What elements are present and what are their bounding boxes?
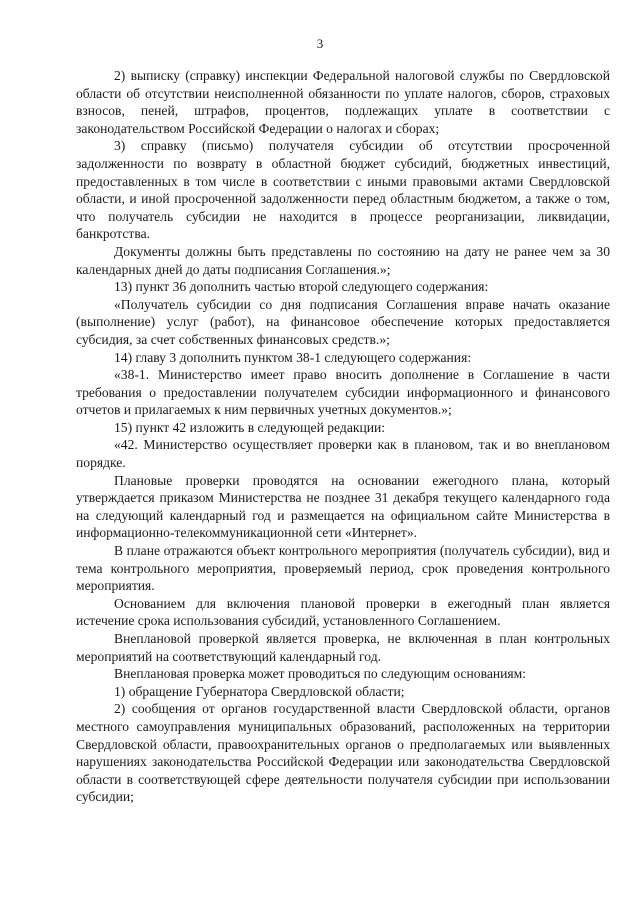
- paragraph-amendment-15: 15) пункт 42 изложить в следующей редакции:: [114, 419, 386, 435]
- paragraph-quote-recipient-rights: «Получатель субсидии со дня подписания Соглашения вправе начать оказание (выполнение) услуг (работ), на финансовое обеспечение которых предоставляется субсидия, за счет собственных финансовых средств.»;: [76, 296, 610, 347]
- paragraph-amendment-13: 13) пункт 36 дополнить частью второй следующего содержания:: [114, 279, 489, 295]
- paragraph-planned-basis: Основанием для включения плановой проверки в ежегодный план является истечение срока использования субсидий, установленного Соглашением.: [76, 595, 610, 629]
- paragraph-item-2-tax-statement: 2) выписку (справку) инспекции Федеральной налоговой службы по Свердловской области об отсутствии неисполненной обязанности по уплате налогов, сборов, страховых взносов, пеней, штрафов, процентов, подлежащих уплате в соответствии с законодательством Российской Федерации о налогах и сборах;: [76, 68, 610, 136]
- paragraph-quote-42: «42. Министерство осуществляет проверки как в плановом, так и во внеплановом порядке.: [76, 437, 610, 471]
- paragraph-ground-2: 2) сообщения от органов государственной власти Свердловской области, органов местного самоуправления муниципальных образований, расположенных на территории Свердловской области, правоохранительных органов о предполагаемых или выявленных нарушениях законодательства Российской Федерации или законодательства Свердловской области в соответствующей сфере деятельности получателя субсидии при использовании субсидии;: [76, 701, 610, 805]
- paragraph-item-3-debt-certificate: 3) справку (письмо) получателя субсидии об отсутствии просроченной задолженности по возврату в областной бюджет субсидий, бюджетных инвестиций, предоставленных в том числе в соответствии с иными правовыми актами Свердловской области, и иной просроченной задолженности перед областным бюджетом, а также о том, что получатель субсидии не находится в процессе реорганизации, ликвидации, банкротства.: [76, 138, 610, 242]
- paragraph-unplanned-definition: Внеплановой проверкой является проверка, не включенная в план контрольных мероприятий на соответствующий календарный год.: [76, 631, 610, 664]
- document-body: [76, 67, 610, 806]
- paragraph-amendment-14: 14) главу 3 дополнить пунктом 38-1 следующего содержания:: [114, 349, 472, 365]
- paragraph-documents-deadline: Документы должны быть представлены по состоянию на дату не ранее чем за 30 календарных дней до даты подписания Соглашения.»;: [76, 243, 610, 277]
- paragraph-quote-38-1: «38-1. Министерство имеет право вносить дополнение в Соглашение в части требования о предоставлении получателем субсидии информационного и финансового отчетов и прилагаемых к ним первичных учетных документов.»;: [76, 367, 610, 418]
- page-number: 3: [316, 36, 324, 51]
- paragraph-planned-inspections: Плановые проверки проводятся на основании ежегодного плана, который утверждается приказом Министерства не позднее 31 декабря текущего календарного года на следующий календарный год и размещается на официальном сайте Министерства в информационно-телекоммуникационной сети «Интернет».: [76, 472, 610, 541]
- paragraph-unplanned-grounds: Внеплановая проверка может проводиться по следующим основаниям:: [114, 666, 527, 682]
- paragraph-ground-1: 1) обращение Губернатора Свердловской области;: [114, 683, 405, 699]
- paragraph-plan-contents: В плане отражаются объект контрольного мероприятия (получатель субсидии), вид и тема контрольного мероприятия, проверяемый период, срок проведения контрольного мероприятия.: [76, 543, 610, 594]
